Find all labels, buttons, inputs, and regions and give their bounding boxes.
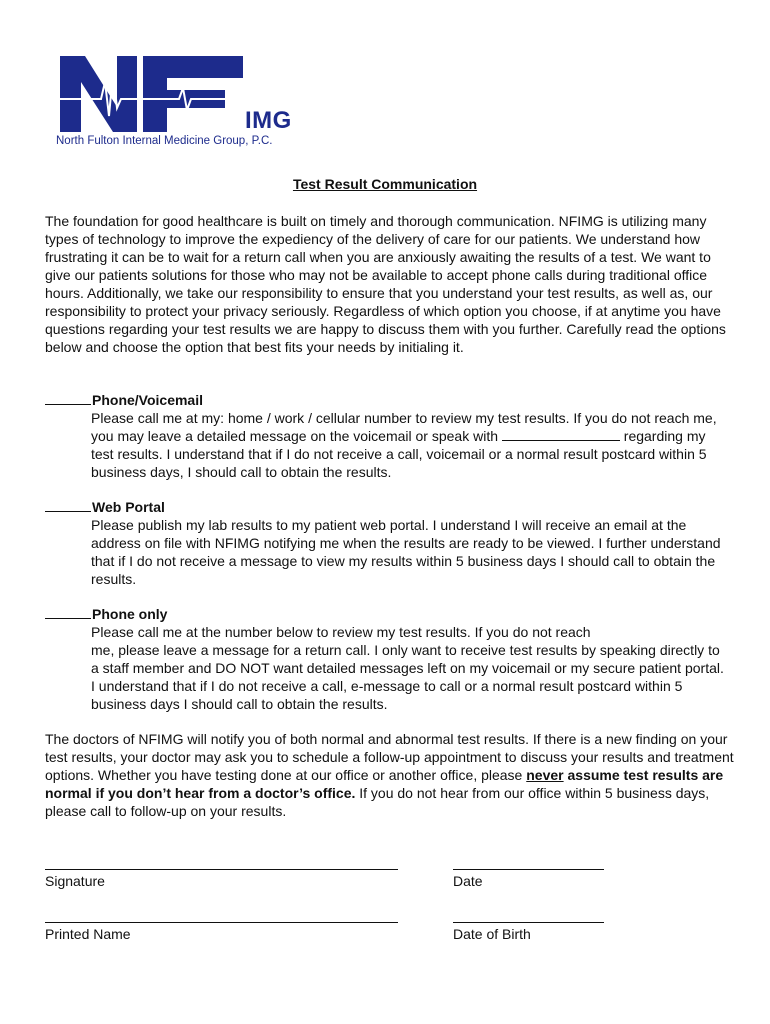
intro-paragraph: The foundation for good healthcare is built on timely and thorough communication. NFIMG is utilizing many types of technology to improve the expediency of the delivery of care for our patients. We understand how frustrating it can be to wait for a return call when you are anxiously awaiting the results of a test. We want to give our patients solutions for those who may not be available to accept phone calls during traditional office hours. Additionally, we take our responsibility to ensure that you understand your test results, as well as, our responsibility to protect your privacy seriously. Regardless of which option you choose, if at anytime you have questions regarding your test results we are happy to discuss them with you further. Carefully read the options below and choose the option that best fits your needs by initialing it. [45,213,726,355]
date-of-birth-line[interactable] [453,922,604,923]
logo-caption: North Fulton Internal Medicine Group, P.C. [56,135,273,147]
signature-line[interactable] [45,869,398,870]
initial-blank-phone-voicemail[interactable] [45,391,91,405]
option-phone-only-text: Please call me at the number below to review my test results. If you do not reach me, please leave a message for a return call. I only want to receive test results by speaking directly to a staff member and DO NOT want detailed messages left on my voicemail or my secure patient portal. I understand that if I do not receive a call, e-message to call or a normal result postcard within 5 business days I should call to obtain the results. [91,624,724,712]
nfimg-logo [55,52,290,152]
logo-suffix: IMG [245,107,292,134]
date-label: Date [453,873,483,889]
date-of-birth-label: Date of Birth [453,926,531,942]
signature-label: Signature [45,873,105,889]
never-emphasis: never [526,767,564,783]
option-phone-voicemail-heading: Phone/Voicemail [45,391,203,409]
option-phone-voicemail-text: Please call me at my: home / work / cellular number to review my test results. If you do not reach me, you may leave a detailed message on the voicemail or speak with regarding my test results. I understand that if I do not receive a call, voicemail or a normal result postcard within 5 business days, I should call to obtain the results. [91,410,717,480]
printed-name-label: Printed Name [45,926,131,942]
speak-with-blank[interactable] [502,428,620,441]
option-web-portal-heading: Web Portal [45,498,165,516]
option-phone-only-heading: Phone only [45,605,167,623]
closing-paragraph: The doctors of NFIMG will notify you of both normal and abnormal test results. If there is a new finding on your test results, your doctor may ask you to schedule a follow-up appointment to discuss your results and treatment options. Whether you have testing done at our office or another office, please never assume test results are normal if you don’t hear from a doctor’s office. If you do not hear from our office within 5 business days, please call to follow-up on your results. [45,731,734,819]
printed-name-line[interactable] [45,922,398,923]
page-title: Test Result Communication [292,176,478,192]
option-web-portal-text: Please publish my lab results to my patient web portal. I understand I will receive an email at the address on file with NFIMG notifying me when the results are ready to be viewed. I further understand that if I do not receive a message to view my results within 5 business days I should call to obtain the results. [91,517,721,587]
initial-blank-phone-only[interactable] [45,605,91,619]
date-line[interactable] [453,869,604,870]
initial-blank-web-portal[interactable] [45,498,91,512]
nf-logo-mark [55,52,255,134]
